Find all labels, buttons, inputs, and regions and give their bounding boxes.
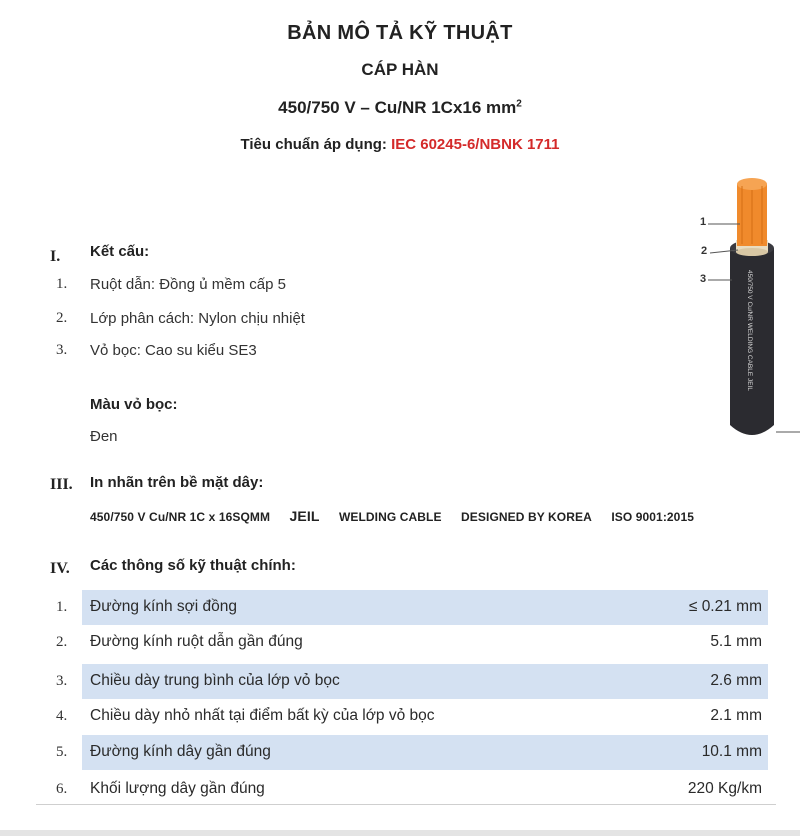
table-bottom-divider (36, 804, 776, 805)
spec-value: 5.1 mm (710, 633, 762, 650)
spec-row (82, 664, 768, 699)
spec-value: 220 Kg/km (687, 780, 762, 797)
spec-value: 10.1 mm (701, 743, 762, 760)
bottom-bar (0, 830, 800, 836)
structure-item-num: 1. (56, 276, 68, 292)
spec-row (82, 735, 768, 770)
spec-label: Chiều dày nhỏ nhất tại điểm bất kỳ của lớp vỏ bọc (90, 707, 435, 724)
cable-illustration (690, 170, 800, 450)
standard-value: IEC 60245-6/NBNK 1711 (391, 136, 560, 153)
spec-label: Đường kính ruột dẫn gần đúng (90, 633, 303, 650)
applied-standard (0, 136, 800, 153)
spec-label: Đường kính sợi đồng (90, 598, 238, 615)
spec-value: ≤ 0.21 mm (688, 598, 762, 615)
standard-label: Tiêu chuẩn áp dụng: (240, 136, 392, 153)
surface-print-line (90, 508, 694, 524)
spec-value: 2.6 mm (710, 672, 762, 689)
structure-item-text: Ruột dẫn: Đồng ủ mềm cấp 5 (90, 276, 286, 293)
spec-row (82, 699, 768, 734)
spec-label: Khối lượng dây gần đúng (90, 780, 265, 797)
document-title: BẢN MÔ TẢ KỸ THUẬT (287, 22, 513, 44)
cable-spec (0, 98, 800, 118)
structure-item-text: Lớp phân cách: Nylon chịu nhiệt (90, 310, 305, 327)
spec-row-num: 5. (56, 744, 68, 760)
cable-spec-main: 450/750 V – Cu/NR 1Cx16 mm (278, 98, 517, 117)
spec-label: Chiều dày trung bình của lớp vỏ bọc (90, 672, 340, 689)
section-3-title: In nhãn trên bề mặt dây: (90, 474, 264, 491)
section-4-roman: IV. (50, 560, 70, 577)
structure-item-num: 2. (56, 310, 68, 326)
spec-row (82, 625, 768, 660)
section-1-roman: I. (50, 248, 61, 265)
structure-item-text: Vỏ bọc: Cao su kiểu SE3 (90, 342, 257, 359)
spec-row-num: 1. (56, 599, 68, 615)
print-part-brand: JEIL (289, 508, 320, 524)
document-subtitle: CÁP HÀN (361, 60, 439, 79)
callout-1: 1 (700, 216, 707, 228)
separator-edge (736, 248, 768, 256)
spec-row-num: 4. (56, 708, 68, 724)
print-part: WELDING CABLE (338, 510, 442, 524)
callout-3: 3 (700, 273, 707, 285)
callout-2: 2 (701, 245, 708, 257)
spec-label: Đường kính dây gần đúng (90, 743, 271, 760)
cable-spec-superscript: 2 (516, 98, 522, 110)
section-4-title: Các thông số kỹ thuật chính: (90, 557, 296, 574)
print-part: ISO 9001:2015 (611, 510, 695, 524)
jacket-color-title: Màu vỏ bọc: (90, 396, 178, 413)
spec-row-num: 2. (56, 634, 68, 650)
spec-row-num: 3. (56, 673, 68, 689)
cable-image (690, 170, 800, 450)
jacket-print-text: 450/750 V Cu/NR WELDING CABLE JEIL (746, 270, 753, 392)
structure-item-num: 3. (56, 342, 68, 358)
print-part: 450/750 V Cu/NR 1C x 16SQMM (90, 510, 271, 524)
jacket-color-value: Đen (90, 428, 118, 445)
print-part: DESIGNED BY KOREA (461, 510, 592, 524)
section-1-title: Kết cấu: (90, 243, 150, 260)
spec-row (82, 772, 768, 807)
spec-value: 2.1 mm (710, 707, 762, 724)
spec-row-num: 6. (56, 781, 68, 797)
spec-row (82, 590, 768, 625)
section-3-roman: III. (50, 476, 73, 493)
